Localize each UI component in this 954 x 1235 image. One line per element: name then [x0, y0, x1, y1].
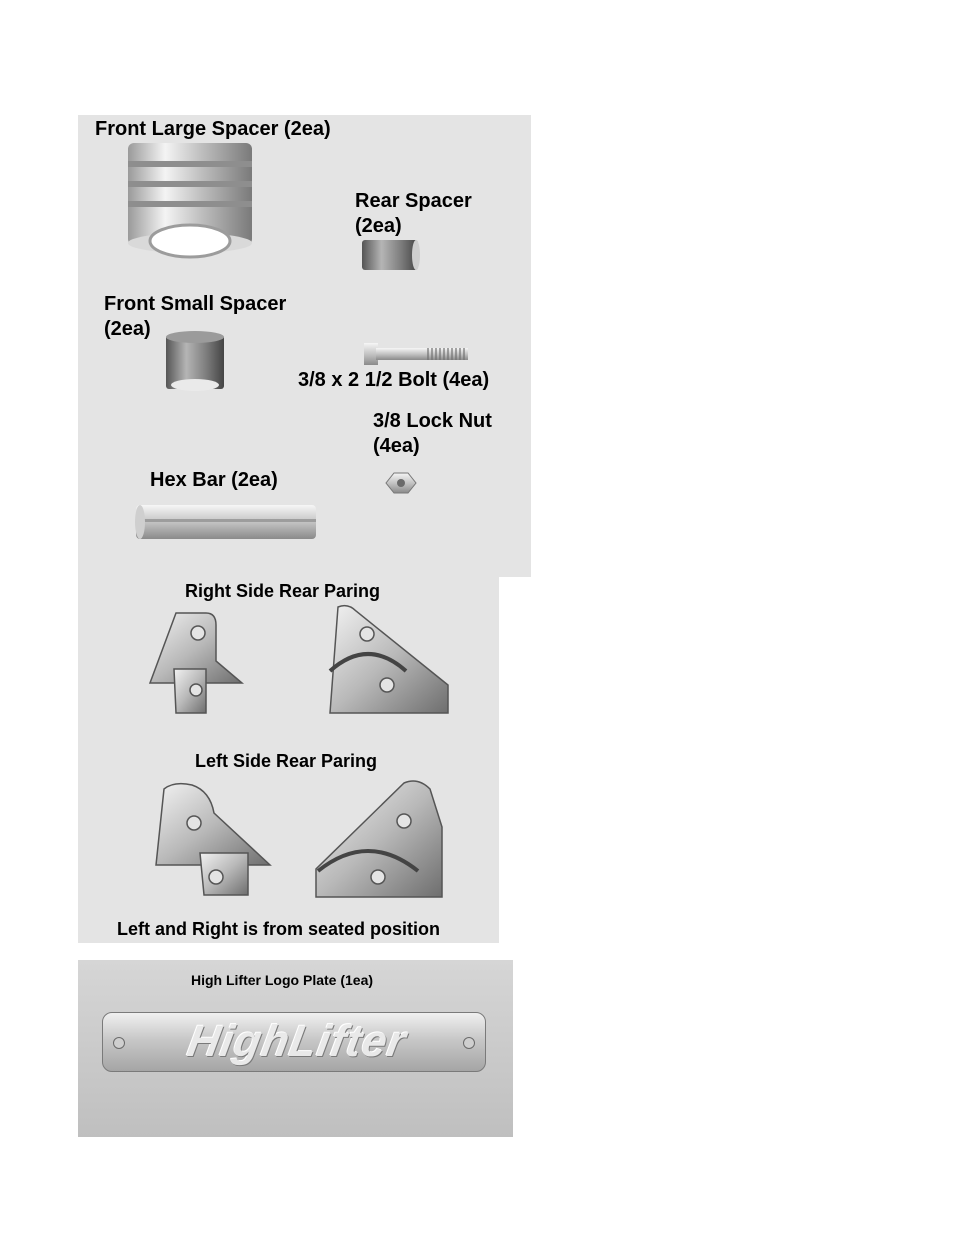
left-bracket-b-shape	[316, 781, 442, 897]
parts-illustration	[78, 115, 531, 577]
label-front-small-spacer-line1: Front Small Spacer	[104, 293, 287, 315]
label-rear-spacer-line2: (2ea)	[355, 215, 402, 237]
label-hex-bar: Hex Bar (2ea)	[150, 469, 278, 491]
label-rear-spacer	[355, 189, 472, 239]
rear-spacer-shape	[362, 240, 420, 270]
label-seated-position-note: Left and Right is from seated position	[117, 919, 441, 939]
right-bracket-b-shape	[330, 606, 448, 713]
label-bolt: 3/8 x 2 1/2 Bolt (4ea)	[298, 369, 490, 391]
logo-plate-shape	[102, 1012, 486, 1072]
bolt-shape	[364, 343, 468, 365]
label-front-small-spacer-line2: (2ea)	[104, 318, 151, 340]
brackets-photo	[78, 577, 499, 943]
logo-plate-photo	[78, 960, 513, 1137]
label-logo-plate: High Lifter Logo Plate (1ea)	[191, 972, 374, 988]
label-lock-nut-line2: (4ea)	[373, 435, 420, 457]
label-lock-nut	[373, 409, 492, 459]
hex-bar-shape	[135, 505, 316, 539]
plate-hole-left-icon	[113, 1037, 125, 1049]
lock-nut-shape	[386, 473, 416, 493]
label-front-small-spacer	[104, 292, 286, 342]
label-front-large-spacer: Front Large Spacer (2ea)	[95, 118, 331, 140]
right-bracket-a-shape	[150, 613, 242, 713]
front-large-spacer-shape	[128, 143, 252, 257]
plate-hole-right-icon	[463, 1037, 475, 1049]
logo-plate-text: HighLifter	[183, 1017, 411, 1066]
left-bracket-a-shape	[156, 784, 270, 895]
label-lock-nut-line1: 3/8 Lock Nut	[373, 410, 492, 432]
label-right-side-rear-paring: Right Side Rear Paring	[185, 581, 381, 601]
parts-photo	[78, 115, 531, 577]
label-left-side-rear-paring: Left Side Rear Paring	[195, 751, 378, 771]
label-rear-spacer-line1: Rear Spacer	[355, 190, 472, 212]
